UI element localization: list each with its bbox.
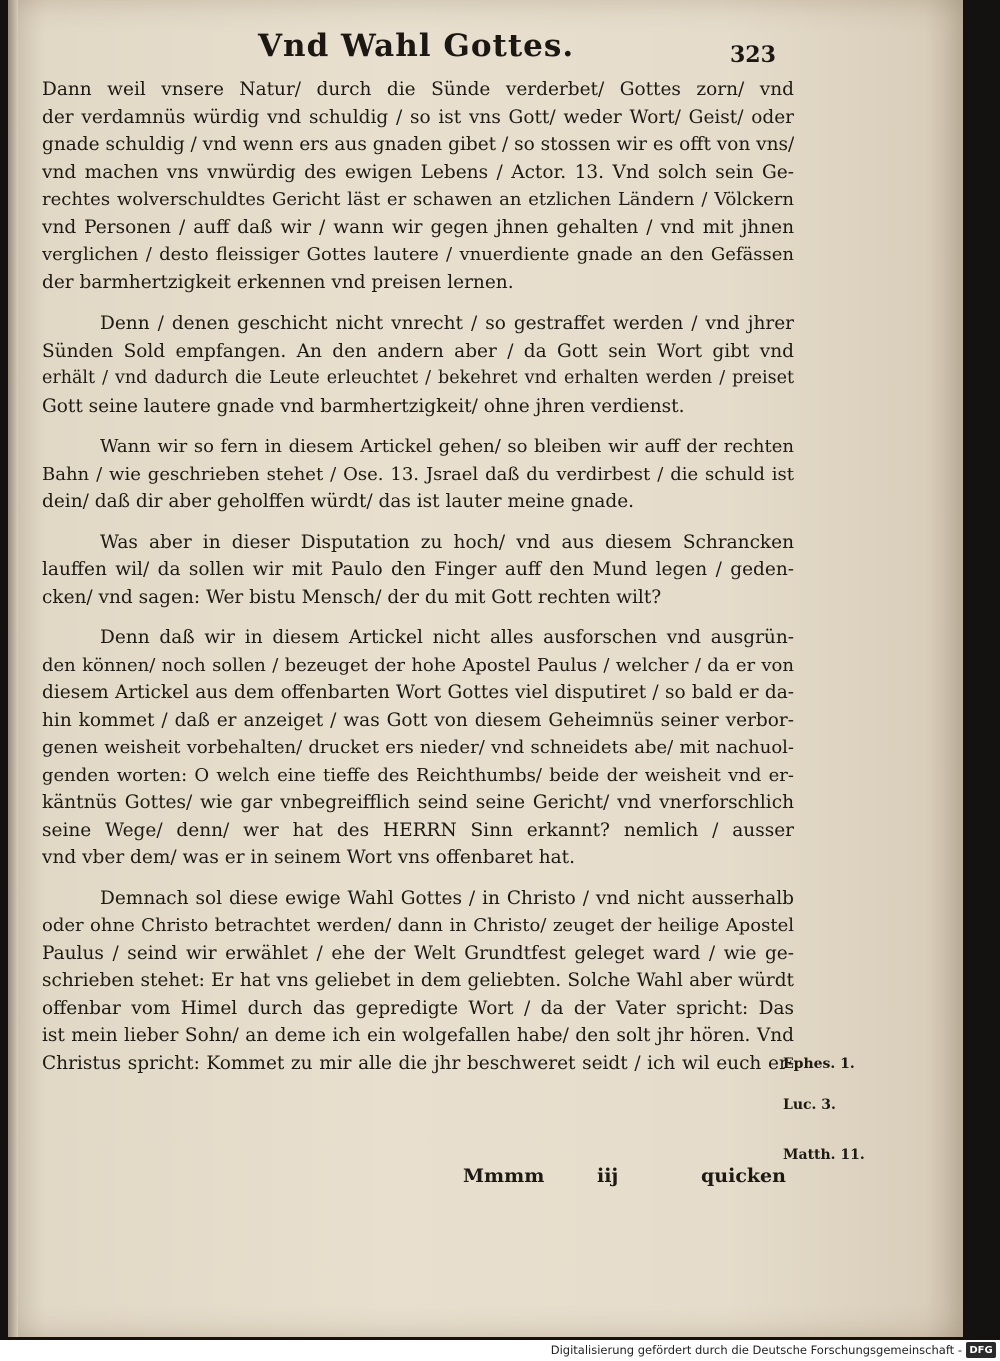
text-line: vnd Personen / auff daß wir / wann wir gegen jhnen gehalten / vnd mit jhnen (42, 216, 794, 238)
page-header (8, 28, 963, 72)
text-line: käntnüs Gottes/ wie gar vnbegreifflich seind seine Gericht/ vnd vnerforschlich (42, 792, 794, 813)
signature-number: iij (597, 1165, 619, 1187)
text-line: der verdamnüs würdig vnd schuldig / so ist vns Gott/ weder Wort/ Geist/ oder (42, 106, 794, 128)
text-line: Wann wir so fern in diesem Artickel gehen/ so bleiben wir auff der rechten (100, 436, 794, 457)
running-title: Vnd Wahl Gottes. (258, 28, 575, 64)
text-line: gnade schuldig / vnd wenn ers aus gnaden gibet / so stossen wir es offt von vns/ (42, 134, 794, 155)
text-line: oder ohne Christo betrachtet werden/ dann in Christo/ zeuget der heilige Apostel (42, 915, 794, 936)
text-line: der barmhertzigkeit erkennen vnd preisen lernen. (42, 271, 514, 293)
text-line: dein/ daß dir aber geholffen würdt/ das ist lauter meine gnade. (42, 491, 635, 512)
text-line: rechtes wolverschuldtes Gericht läst er schawen an etzlichen Ländern / Völckern (42, 189, 794, 210)
paragraph-3 (42, 433, 794, 516)
catchword: quicken (701, 1165, 786, 1187)
paragraph-5 (42, 624, 794, 872)
paragraph-2 (42, 310, 794, 420)
text-line: vnd vber dem/ was er in seinem Wort vns offenbaret hat. (42, 847, 575, 868)
dfg-credit: Digitalisierung gefördert durch die Deutsche Forschungsgemeinschaft - (550, 1343, 962, 1357)
signature-line (463, 1165, 786, 1195)
page-spine-shadow (8, 0, 18, 1337)
footer-bar (0, 1341, 1000, 1361)
text-line: Paulus / seind wir erwählet / ehe der Welt Grundtfest geleget ward / wie ge- (42, 942, 794, 964)
signature-mark: Mmmm (463, 1165, 545, 1187)
text-line: Gott seine lautere gnade vnd barmhertzigkeit/ ohne jhren verdienst. (42, 395, 685, 417)
page-number: 323 (730, 42, 776, 68)
text-line: den können/ noch sollen / bezeuget der hohe Apostel Paulus / welcher / da er von (42, 654, 794, 676)
text-line: schrieben stehet: Er hat vns geliebet in dem geliebten. Solche Wahl aber würdt (42, 970, 794, 991)
text-line: Sünden Sold empfangen. An den andern aber / da Gott sein Wort gibt vnd (42, 340, 794, 362)
margin-note-luc: Luc. 3. (783, 1097, 836, 1113)
margin-note-ephes: Ephes. 1. (783, 1056, 855, 1072)
text-line: Bahn / wie geschrieben stehet / Ose. 13. Jsrael daß du verdirbest / die schuld ist (42, 463, 794, 485)
paragraph-1 (42, 76, 794, 296)
text-line: hin kommet / daß er anzeiget / was Gott von diesem Geheimnüs seiner verbor- (42, 709, 794, 731)
text-line: ist mein lieber Sohn/ an deme ich ein wolgefallen habe/ den solt jhr hören. Vnd (42, 1025, 794, 1046)
paragraph-4 (42, 529, 794, 612)
text-line: Demnach sol diese ewige Wahl Gottes / in Christo / vnd nicht ausserhalb (100, 887, 794, 909)
text-line: seine Wege/ denn/ wer hat des HERRN Sinn erkannt? nemlich / ausser (42, 819, 794, 841)
text-line: vnd machen vns vnwürdig des ewigen Lebens / Actor. 13. Vnd solch sein Ge- (42, 161, 794, 183)
text-line: Christus spricht: Kommet zu mir alle die jhr beschweret seidt / ich wil euch er- (42, 1052, 794, 1074)
text-line: lauffen wil/ da sollen wir mit Paulo den Finger auff den Mund legen / geden- (42, 559, 794, 580)
text-line: genden worten: O welch eine tieffe des Reichthumbs/ beide der weisheit vnd er- (42, 764, 794, 786)
text-line: genen weisheit vorbehalten/ drucket ers nieder/ vnd schneidets abe/ mit nachuol- (42, 737, 794, 758)
text-line: erhält / vnd dadurch die Leute erleuchtet / bekehret vnd erhalten werden / preiset (42, 368, 794, 388)
text-line: cken/ vnd sagen: Wer bistu Mensch/ der du mit Gott rechten wilt? (42, 586, 662, 608)
text-line: Dann weil vnsere Natur/ durch die Sünde verderbet/ Gottes zorn/ vnd (42, 79, 794, 100)
text-line: diesem Artickel aus dem offenbarten Wort Gottes viel disputiret / so bald er da- (42, 682, 794, 703)
text-line: Denn daß wir in diesem Artickel nicht alles ausforschen vnd ausgrün- (100, 627, 794, 648)
body-text (42, 76, 794, 1090)
margin-note-matth: Matth. 11. (783, 1147, 865, 1163)
text-line: Denn / denen geschicht nicht vnrecht / so gestraffet werden / vnd jhrer (100, 313, 794, 334)
dfg-logo: DFG (966, 1342, 996, 1358)
text-line: verglichen / desto fleissiger Gottes lautere / vnuerdiente gnade an den Gefässen (42, 244, 794, 265)
book-page (8, 0, 963, 1337)
paragraph-6 (42, 885, 794, 1078)
text-line: offenbar vom Himel durch das gepredigte Wort / da der Vater spricht: Das (42, 997, 794, 1019)
text-line: Was aber in dieser Disputation zu hoch/ vnd aus diesem Schrancken (100, 531, 794, 553)
